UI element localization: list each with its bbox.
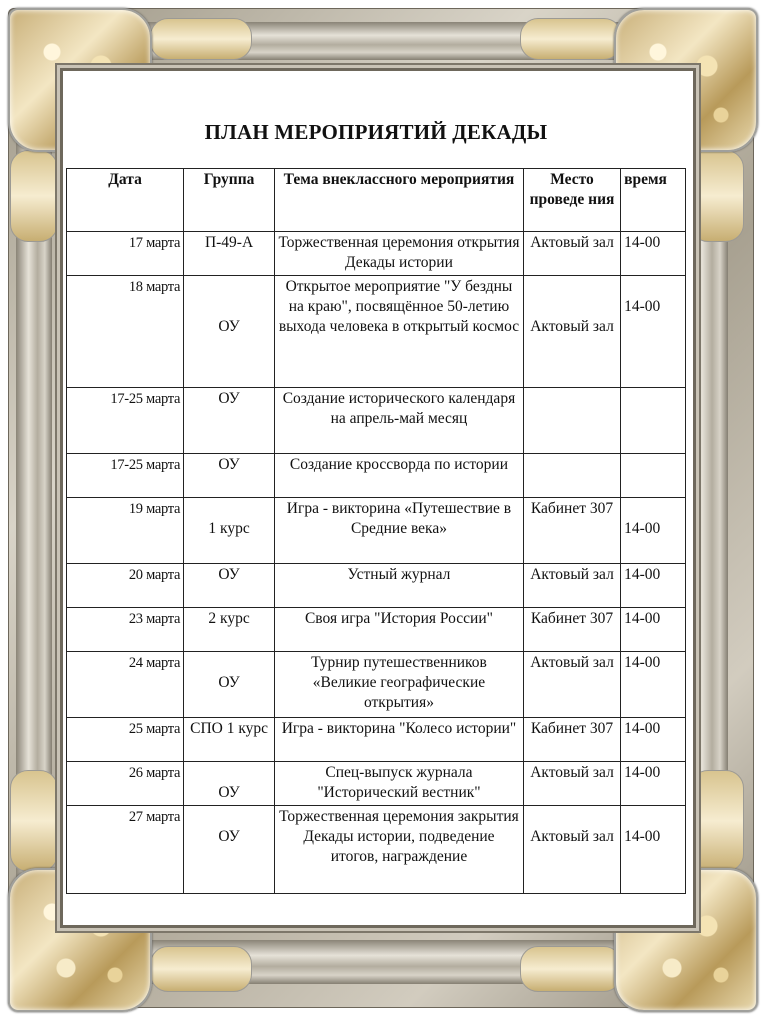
cell-group	[184, 564, 275, 608]
cell-group	[184, 652, 275, 718]
cell-date-text: 17-25 марта	[110, 457, 181, 473]
cell-place	[523, 762, 620, 806]
cell-date	[67, 652, 184, 718]
cell-place	[523, 498, 620, 564]
cell-time-text: 14-00	[624, 610, 661, 627]
frame-ornament	[690, 770, 744, 872]
cell-time-text: 14-00	[624, 234, 661, 251]
cell-time-text: 14-00	[624, 520, 661, 537]
table-row	[67, 388, 686, 454]
cell-date	[67, 608, 184, 652]
cell-group-text: ОУ	[218, 390, 240, 407]
cell-place	[523, 564, 620, 608]
cell-date	[67, 232, 184, 276]
cell-group-text: ОУ	[218, 566, 240, 583]
table-row	[67, 454, 686, 498]
cell-group-text: ОУ	[218, 828, 240, 845]
cell-time-text: 14-00	[624, 720, 661, 737]
cell-topic	[275, 498, 524, 564]
cell-topic	[275, 806, 524, 894]
header-topic: Тема внеклассного мероприятия	[275, 169, 524, 232]
cell-date-text: 20 марта	[128, 567, 181, 583]
cell-topic	[275, 388, 524, 454]
cell-group	[184, 718, 275, 762]
cell-time-text: 14-00	[624, 828, 661, 845]
cell-topic	[275, 454, 524, 498]
cell-date-text: 23 марта	[128, 611, 181, 627]
cell-place	[523, 454, 620, 498]
cell-date	[67, 454, 184, 498]
cell-topic	[275, 762, 524, 806]
cell-date-text: 26 марта	[128, 765, 181, 781]
cell-topic-text: Своя игра "История России"	[304, 610, 493, 627]
cell-place	[523, 718, 620, 762]
cell-place	[523, 806, 620, 894]
cell-place-text: Кабинет 307	[530, 720, 614, 737]
cell-date	[67, 276, 184, 388]
cell-group	[184, 762, 275, 806]
table-row	[67, 498, 686, 564]
cell-date-text: 17 марта	[128, 235, 181, 251]
cell-group-text: ОУ	[218, 674, 240, 691]
cell-place	[523, 276, 620, 388]
cell-topic	[275, 718, 524, 762]
cell-group	[184, 454, 275, 498]
table-row	[67, 564, 686, 608]
table-row	[67, 718, 686, 762]
cell-group	[184, 608, 275, 652]
cell-date-text: 18 марта	[128, 279, 181, 295]
cell-group-text: ОУ	[218, 318, 240, 335]
cell-time-text: 14-00	[624, 764, 661, 781]
table-row	[67, 232, 686, 276]
cell-group	[184, 232, 275, 276]
cell-topic	[275, 608, 524, 652]
cell-date	[67, 498, 184, 564]
frame-ornament	[10, 150, 58, 242]
cell-time	[621, 608, 686, 652]
cell-place-text: Актовый зал	[530, 828, 614, 845]
cell-date-text: 25 марта	[128, 721, 181, 737]
cell-date-text: 27 марта	[128, 809, 181, 825]
cell-topic-text: Игра - викторина «Путешествие в Средние века»	[286, 500, 512, 537]
cell-topic-text: Торжественная церемония открытия Декады истории	[278, 234, 520, 271]
cell-time-text: 14-00	[624, 654, 661, 671]
cell-topic-text: Создание исторического календаря на апрель-май месяц	[282, 390, 516, 427]
cell-group-text: 1 курс	[208, 520, 250, 537]
cell-date	[67, 564, 184, 608]
cell-time	[621, 564, 686, 608]
table-row	[67, 806, 686, 894]
cell-time	[621, 652, 686, 718]
cell-time-text: 14-00	[624, 298, 661, 315]
cell-group	[184, 388, 275, 454]
cell-place-text: Актовый зал	[530, 566, 614, 583]
page-title: ПЛАН МЕРОПРИЯТИЙ ДЕКАДЫ	[204, 120, 548, 144]
cell-date-text: 17-25 марта	[110, 391, 181, 407]
cell-date-text: 19 марта	[128, 501, 181, 517]
cell-time	[621, 762, 686, 806]
table-row	[67, 652, 686, 718]
cell-place-text: Актовый зал	[530, 318, 614, 335]
frame-ornament	[150, 946, 252, 992]
cell-date-text: 24 марта	[128, 655, 181, 671]
cell-topic	[275, 276, 524, 388]
cell-group	[184, 806, 275, 894]
cell-time	[621, 806, 686, 894]
cell-time-text: 14-00	[624, 566, 661, 583]
header-place: Место проведе ния	[523, 169, 620, 232]
table-row	[67, 608, 686, 652]
cell-time	[621, 718, 686, 762]
table-row	[67, 762, 686, 806]
cell-group-text: 2 курс	[208, 610, 250, 627]
cell-time	[621, 232, 686, 276]
cell-topic-text: Создание кроссворда по истории	[289, 456, 509, 473]
cell-place	[523, 388, 620, 454]
cell-topic-text: Открытое мероприятие "У бездны на краю", посвящённое 50-летию выхода человека в открытый космос	[278, 278, 520, 335]
cell-date	[67, 806, 184, 894]
frame-ornament	[150, 18, 252, 60]
header-time: время	[621, 169, 686, 232]
cell-place	[523, 232, 620, 276]
cell-topic	[275, 564, 524, 608]
cell-group	[184, 498, 275, 564]
cell-group-text: П-49-А	[204, 234, 254, 251]
cell-group	[184, 276, 275, 388]
cell-topic	[275, 232, 524, 276]
events-table	[66, 168, 686, 894]
cell-date	[67, 388, 184, 454]
frame-ornament	[520, 18, 622, 60]
cell-place-text: Актовый зал	[530, 764, 614, 781]
cell-topic-text: Устный журнал	[347, 566, 451, 583]
cell-topic-text: Турнир путешественников «Великие географические открытия»	[311, 654, 487, 711]
cell-topic-text: Спец-выпуск журнала "Исторический вестник"	[317, 764, 481, 801]
frame-ornament	[520, 946, 622, 992]
cell-time	[621, 388, 686, 454]
cell-place-text: Актовый зал	[530, 654, 614, 671]
cell-place-text: Кабинет 307	[530, 500, 614, 517]
cell-date	[67, 718, 184, 762]
frame-ornament	[10, 770, 58, 872]
cell-group-text: СПО 1 курс	[190, 720, 269, 737]
cell-time	[621, 276, 686, 388]
frame-ornament	[690, 150, 744, 242]
table-row	[67, 276, 686, 388]
cell-topic-text: Торжественная церемония закрытия Декады истории, подведение итогов, награждение	[279, 808, 519, 865]
header-date: Дата	[67, 169, 184, 232]
table-header-row	[67, 169, 686, 232]
cell-topic-text: Игра - викторина "Колесо истории"	[281, 720, 517, 737]
cell-place-text: Кабинет 307	[530, 610, 614, 627]
header-group: Группа	[184, 169, 275, 232]
cell-group-text: ОУ	[218, 784, 240, 801]
cell-place	[523, 652, 620, 718]
cell-place	[523, 608, 620, 652]
cell-time	[621, 498, 686, 564]
cell-date	[67, 762, 184, 806]
cell-time	[621, 454, 686, 498]
cell-place-text: Актовый зал	[530, 234, 614, 251]
cell-group-text: ОУ	[218, 456, 240, 473]
cell-topic	[275, 652, 524, 718]
document-page	[66, 74, 686, 920]
